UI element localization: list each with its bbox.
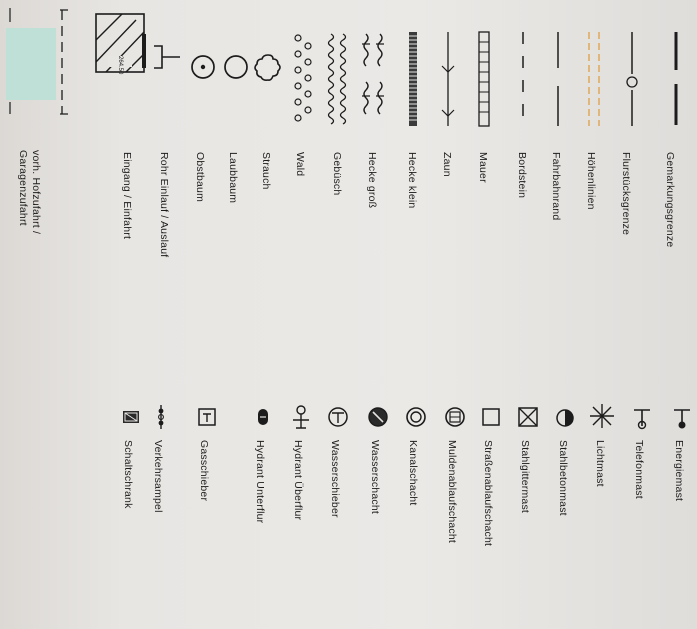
trough-drain-icon <box>442 404 468 430</box>
parcel-boundary-line <box>622 30 642 130</box>
label-verkehrsampel: Verkehrsampel <box>152 440 164 513</box>
light-pole-icon <box>588 402 616 430</box>
wall-line <box>474 30 494 130</box>
label-gemarkungsgrenze: Gemarkungsgrenze <box>664 152 676 248</box>
sewer-manhole-icon <box>403 404 429 430</box>
road-edge-line <box>548 30 568 130</box>
label-fahrbahnrand: Fahrbahnrand <box>550 152 562 221</box>
label-hecke-klein: Hecke klein <box>406 152 418 209</box>
label-kanalschacht: Kanalschacht <box>407 440 419 506</box>
label-strassenablaufschacht: Straßenablaufschacht <box>482 440 494 547</box>
contour-lines <box>582 30 606 130</box>
concrete-pole-icon <box>553 406 577 430</box>
small-hedge-line <box>403 30 423 130</box>
label-bordstein: Bordstein <box>516 152 528 199</box>
label-hecke-gross: Hecke groß <box>366 152 378 209</box>
deciduous-tree-icon <box>221 52 251 82</box>
label-gebuesch: Gebüsch <box>331 152 343 196</box>
hydrant-below-icon <box>250 404 276 430</box>
boundary-dash-line <box>666 30 686 130</box>
power-pole-icon <box>670 404 694 430</box>
curb-dashed-line <box>513 30 533 130</box>
fence-line <box>438 30 458 130</box>
lattice-mast-icon <box>515 404 541 430</box>
hydrant-above-icon <box>288 402 314 432</box>
label-mauer: Mauer <box>477 152 489 183</box>
label-lichtmast: Lichtmast <box>594 440 606 487</box>
traffic-light-icon <box>148 402 174 432</box>
driveway-bracket-lines <box>0 6 72 116</box>
fruit-tree-icon <box>188 52 218 82</box>
label-wasserschieber: Wasserschieber <box>329 440 341 518</box>
label-schaltschrank: Schaltschrank <box>122 440 134 509</box>
shrub-icon <box>253 52 283 82</box>
label-hoehenlinien: Höhenlinien <box>585 152 597 210</box>
telephone-pole-icon <box>630 404 654 430</box>
large-hedge-pattern <box>360 30 388 130</box>
label-muldenablaufschacht: Muldenablaufschacht <box>446 440 458 544</box>
label-hofzufahrt: vorh. Hofzufahrt / Garagenzufahrt <box>17 150 42 235</box>
entrance-elevation: 264.50 <box>117 56 123 75</box>
label-wasserschacht: Wasserschacht <box>369 440 381 514</box>
label-laubbaum: Laubbaum <box>227 152 239 204</box>
label-flurstuecksgrenze: Flurstücksgrenze <box>620 152 632 236</box>
street-drain-icon <box>478 404 504 430</box>
gas-valve-icon <box>194 404 220 430</box>
label-stahlbetonmast: Stahlbetonmast <box>557 440 569 516</box>
bush-pattern <box>326 30 354 130</box>
label-telefonmast: Telefonmast <box>633 440 645 499</box>
water-manhole-icon <box>365 404 391 430</box>
label-zaun: Zaun <box>441 152 453 177</box>
water-valve-icon <box>325 404 351 430</box>
label-rohr: Rohr Einlauf / Auslauf <box>158 152 170 258</box>
label-gasschieber: Gasschieber <box>198 440 210 502</box>
pipe-inlet-icon <box>150 40 182 74</box>
forest-pattern <box>290 30 316 130</box>
label-obstbaum: Obstbaum <box>194 152 206 203</box>
label-stahlgittermast: Stahlgittermast <box>519 440 531 514</box>
label-eingang: Eingang / Einfahrt <box>121 152 133 240</box>
label-wald: Wald <box>294 152 306 177</box>
label-hydrant-ueberflur: Hydrant Überflur <box>292 440 304 521</box>
switch-cabinet-icon <box>118 404 144 430</box>
label-energiemast: Energiemast <box>673 440 685 502</box>
label-hydrant-unterflur: Hydrant Unterflur <box>254 440 266 524</box>
label-strauch: Strauch <box>260 152 272 190</box>
